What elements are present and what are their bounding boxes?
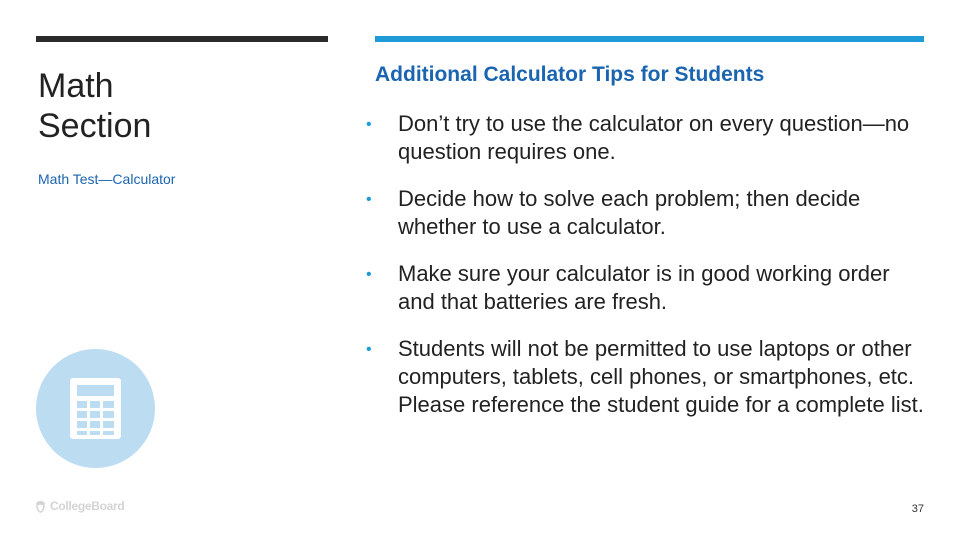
calculator-icon [69, 377, 122, 440]
college-board-logo [34, 499, 124, 513]
list-item [366, 335, 926, 419]
list-item [366, 260, 926, 316]
section-title-line2: Section [38, 107, 152, 145]
logo-text: CollegeBoard [50, 499, 125, 513]
bullet-icon [366, 260, 398, 316]
section-title [38, 66, 318, 146]
bullet-icon [366, 335, 398, 419]
bullet-icon [366, 185, 398, 241]
section-title-line1: Math [38, 67, 114, 105]
list-item-text: Don’t try to use the calculator on every question—no question requires one. [398, 111, 910, 164]
bullet-icon [366, 110, 398, 166]
page-number: 37 [911, 503, 924, 515]
calculator-badge [36, 349, 155, 468]
slide-title: Additional Calculator Tips for Students [375, 63, 765, 86]
left-divider-rule [36, 36, 328, 42]
list-item-text: Make sure your calculator is in good working order and that batteries are fresh. [398, 261, 890, 314]
list-item [366, 110, 926, 166]
right-divider-rule [375, 36, 924, 42]
list-item [366, 185, 926, 241]
section-subtitle: Math Test—Calculator [38, 171, 176, 187]
list-item-text: Students will not be permitted to use laptops or other computers, tablets, cell phones, or smartphones, etc. Please reference the student guide for a complete list. [398, 336, 924, 417]
list-item-text: Decide how to solve each problem; then decide whether to use a calculator. [398, 186, 861, 239]
acorn-logo-icon [34, 499, 47, 513]
tips-list [366, 110, 926, 438]
